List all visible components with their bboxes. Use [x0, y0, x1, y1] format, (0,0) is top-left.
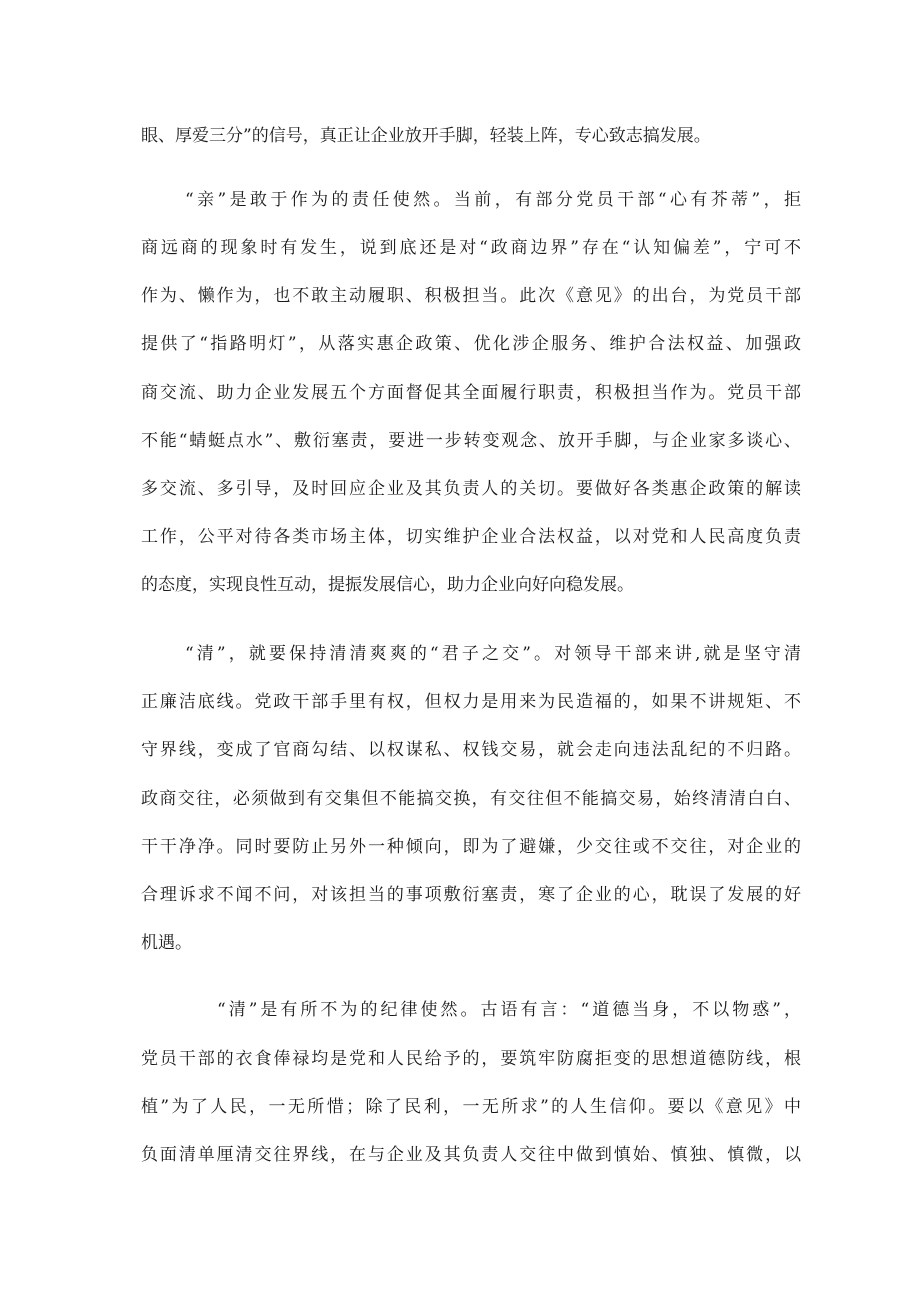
paragraph-2-line-6: 不能“蜻蜓点水”、敷衍塞责，要进一步转变观念、放开手脚，与企业家多谈心、 [141, 431, 801, 451]
paragraph-2-line-2: 商远商的现象时有发生，说到底还是对“政商边界”存在“认知偏差”，宁可不 [141, 238, 801, 258]
paragraph-2-line-5: 商交流、助力企业发展五个方面督促其全面履行职责，积极担当作为。党员干部 [141, 383, 801, 403]
paragraph-3-line-7: 机遇。 [141, 933, 192, 953]
paragraph-3-line-5: 干干净净。同时要防止另外一种倾向，即为了避嫌，少交往或不交往，对企业的 [141, 837, 801, 857]
paragraph-3-line-3: 守界线，变成了官商勾结、以权谋私、权钱交易，就会走向违法乱纪的不归路。 [141, 740, 801, 760]
paragraph-2-line-9: 的态度，实现良性互动，提振发展信心，助力企业向好向稳发展。 [141, 575, 634, 595]
paragraph-2-line-1: “亲”是敢于作为的责任使然。当前，有部分党员干部“心有芥蒂”，拒 [185, 190, 801, 210]
paragraph-4-line-1: “清”是有所不为的纪律使然。古语有言：“道德当身，不以物惑”， [217, 1000, 801, 1020]
paragraph-3-line-1: “清”，就要保持清清爽爽的“君子之交”。对领导干部来讲,就是坚守清 [185, 644, 801, 664]
paragraph-3-line-4: 政商交往，必须做到有交集但不能搞交换，有交往但不能搞交易，始终清清白白、 [141, 789, 801, 809]
paragraph-2-line-8: 工作，公平对待各类市场主体，切实维护企业合法权益，以对党和人民高度负责 [141, 527, 801, 547]
paragraph-1-line-1: 眼、厚爱三分”的信号，真正让企业放开手脚，轻装上阵，专心致志搞发展。 [141, 126, 711, 146]
paragraph-3-line-6: 合理诉求不闻不问，对该担当的事项敷衍塞责，寒了企业的心，耽误了发展的好 [141, 885, 801, 905]
paragraph-2-line-4: 提供了“指路明灯”，从落实惠企政策、优化涉企服务、维护合法权益、加强政 [141, 334, 801, 354]
paragraph-4-line-2: 党员干部的衣食俸禄均是党和人民给予的，要筑牢防腐拒变的思想道德防线，根 [141, 1049, 801, 1069]
paragraph-3-line-2: 正廉洁底线。党政干部手里有权，但权力是用来为民造福的，如果不讲规矩、不 [141, 692, 801, 712]
paragraph-4-line-3: 植”为了人民，一无所惜；除了民利，一无所求”的人生信仰。要以《意见》中 [141, 1097, 801, 1117]
paragraph-2-line-7: 多交流、多引导，及时回应企业及其负责人的关切。要做好各类惠企政策的解读 [141, 479, 801, 499]
paragraph-4-line-4: 负面清单厘清交往界线，在与企业及其负责人交往中做到慎始、慎独、慎微，以 [141, 1145, 801, 1165]
paragraph-2-line-3: 作为、懒作为，也不敢主动履职、积极担当。此次《意见》的出台，为党员干部 [141, 286, 801, 306]
